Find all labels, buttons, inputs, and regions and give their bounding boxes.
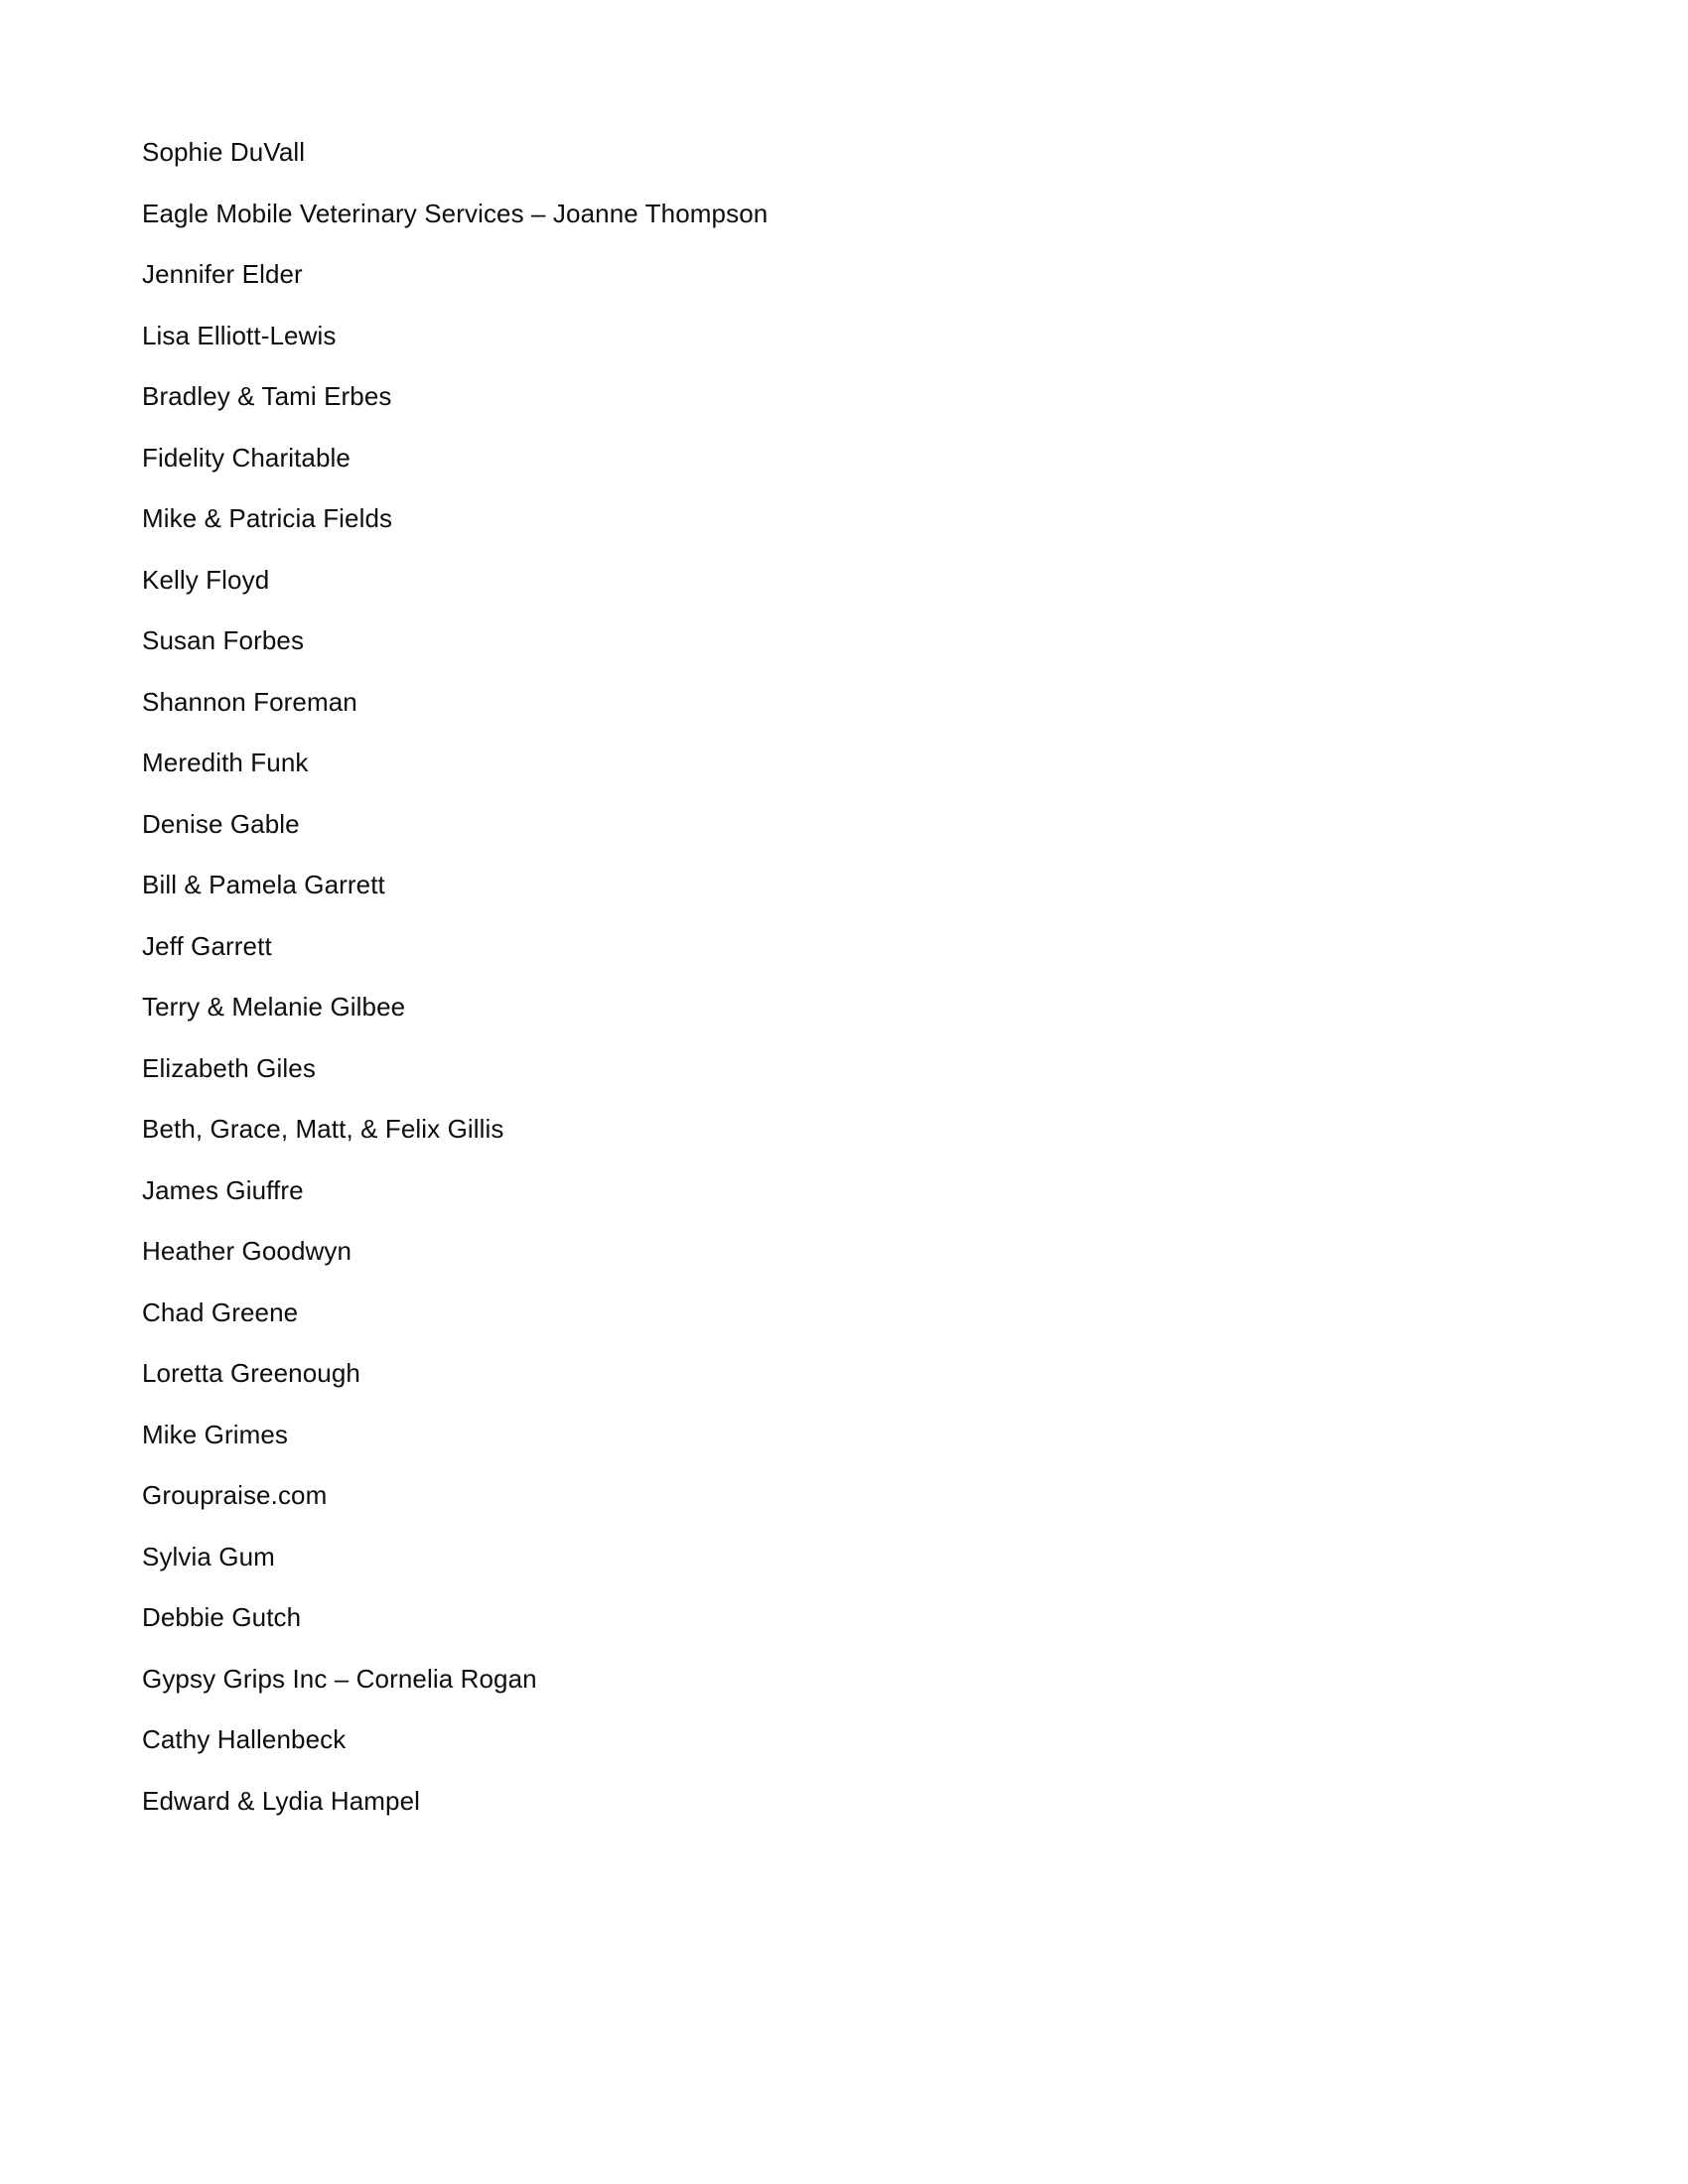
list-item: James Giuffre bbox=[142, 1174, 304, 1205]
list-item: Sylvia Gum bbox=[142, 1541, 275, 1571]
list-item: Jennifer Elder bbox=[142, 259, 303, 289]
list-item: Lisa Elliott-Lewis bbox=[142, 320, 337, 350]
list-item: Loretta Greenough bbox=[142, 1358, 360, 1388]
list-item: Beth, Grace, Matt, & Felix Gillis bbox=[142, 1114, 504, 1144]
list-item: Groupraise.com bbox=[142, 1480, 328, 1510]
list-item: Heather Goodwyn bbox=[142, 1236, 352, 1266]
list-item: Susan Forbes bbox=[142, 625, 305, 655]
list-item: Sophie DuVall bbox=[142, 137, 306, 167]
list-item: Mike & Patricia Fields bbox=[142, 503, 393, 533]
list-item: Elizabeth Giles bbox=[142, 1052, 316, 1083]
list-item: Bradley & Tami Erbes bbox=[142, 381, 392, 411]
list-item: Gypsy Grips Inc – Cornelia Rogan bbox=[142, 1663, 537, 1694]
list-item: Eagle Mobile Veterinary Services – Joanne Thompson bbox=[142, 198, 769, 228]
list-item: Kelly Floyd bbox=[142, 564, 270, 595]
list-item: Terry & Melanie Gilbee bbox=[142, 992, 406, 1022]
list-item: Meredith Funk bbox=[142, 748, 309, 777]
list-item: Denise Gable bbox=[142, 808, 300, 839]
list-item: Jeff Garrett bbox=[142, 930, 272, 961]
donor-list bbox=[142, 137, 1532, 1816]
list-item: Bill & Pamela Garrett bbox=[142, 870, 385, 899]
list-item: Mike Grimes bbox=[142, 1419, 288, 1449]
list-item: Chad Greene bbox=[142, 1297, 299, 1327]
list-item: Debbie Gutch bbox=[142, 1602, 302, 1632]
list-item: Edward & Lydia Hampel bbox=[142, 1785, 421, 1816]
list-item: Fidelity Charitable bbox=[142, 442, 351, 473]
list-item: Cathy Hallenbeck bbox=[142, 1724, 347, 1754]
list-item: Shannon Foreman bbox=[142, 686, 357, 717]
